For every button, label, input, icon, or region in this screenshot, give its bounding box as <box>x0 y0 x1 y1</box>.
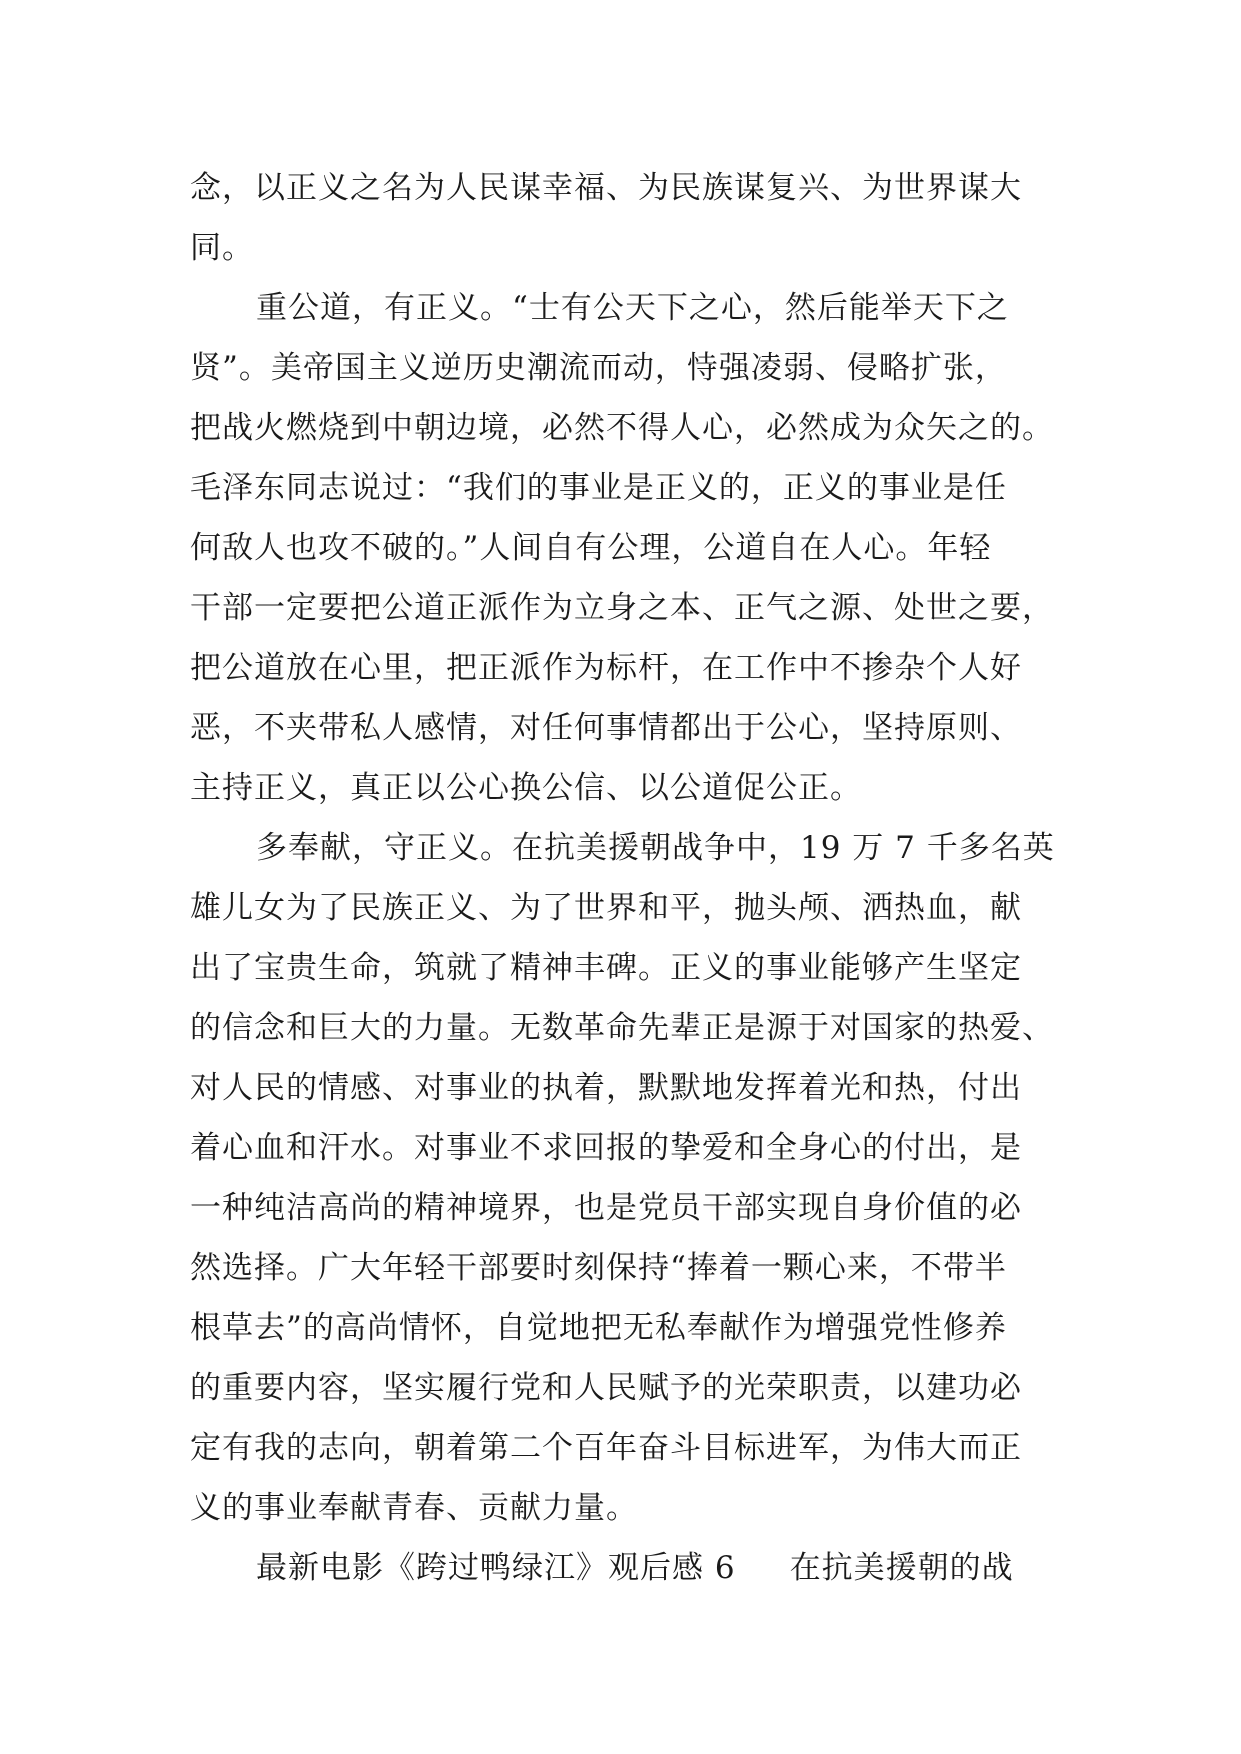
text-line: 主持正义，真正以公心换公信、以公道促公正。 <box>190 770 862 806</box>
paragraph-start-line: 多奉献，守正义。在抗美援朝战争中，19 万 7 千多名英 <box>256 830 1055 866</box>
text-line: 然选择。广大年轻干部要时刻保持“捧着一颗心来，不带半 <box>190 1250 1007 1286</box>
text-line: 的信念和巨大的力量。无数革命先辈正是源于对国家的热爱、 <box>190 1010 1054 1046</box>
text-line: 把公道放在心里，把正派作为标杆，在工作中不掺杂个人好 <box>190 650 1022 686</box>
section-title: 最新电影《跨过鸭绿江》观后感 6 <box>256 1550 736 1586</box>
text-line: 对人民的情感、对事业的执着，默默地发挥着光和热，付出 <box>190 1070 1022 1106</box>
text-line: 根草去”的高尚情怀，自觉地把无私奉献作为增强党性修养 <box>190 1310 1007 1346</box>
text-line: 定有我的志向，朝着第二个百年奋斗目标进军，为伟大而正 <box>190 1430 1022 1466</box>
text-line: 的重要内容，坚实履行党和人民赋予的光荣职责，以建功必 <box>190 1370 1022 1406</box>
section-continuation: 在抗美援朝的战 <box>789 1550 1014 1586</box>
text-line: 恶，不夹带私人感情，对任何事情都出于公心，坚持原则、 <box>190 710 1022 746</box>
text-line: 着心血和汗水。对事业不求回报的挚爱和全身心的付出，是 <box>190 1130 1022 1166</box>
text-line: 一种纯洁高尚的精神境界，也是党员干部实现自身价值的必 <box>190 1190 1022 1226</box>
text-line: 出了宝贵生命，筑就了精神丰碑。正义的事业能够产生坚定 <box>190 950 1022 986</box>
text-line: 雄儿女为了民族正义、为了世界和平，抛头颅、洒热血，献 <box>190 890 1022 926</box>
text-line: 把战火燃烧到中朝边境，必然不得人心，必然成为众矢之的。 <box>190 410 1054 446</box>
paragraph-start-line: 重公道，有正义。“士有公天下之心，然后能举天下之 <box>256 290 1009 326</box>
text-line: 义的事业奉献青春、贡献力量。 <box>190 1490 638 1526</box>
text-line: 同。 <box>190 230 254 266</box>
text-line: 干部一定要把公道正派作为立身之本、正气之源、处世之要， <box>190 590 1054 626</box>
document-page <box>190 158 1055 1598</box>
text-line: 何敌人也攻不破的。”人间自有公理，公道自在人心。年轻 <box>190 530 992 566</box>
text-line: 念，以正义之名为人民谋幸福、为民族谋复兴、为世界谋大 <box>190 170 1022 206</box>
text-line: 毛泽东同志说过：“我们的事业是正义的，正义的事业是任 <box>190 470 1007 506</box>
text-line: 贤”。美帝国主义逆历史潮流而动，恃强凌弱、侵略扩张， <box>190 350 1007 386</box>
section-title-line <box>190 1538 1052 1598</box>
